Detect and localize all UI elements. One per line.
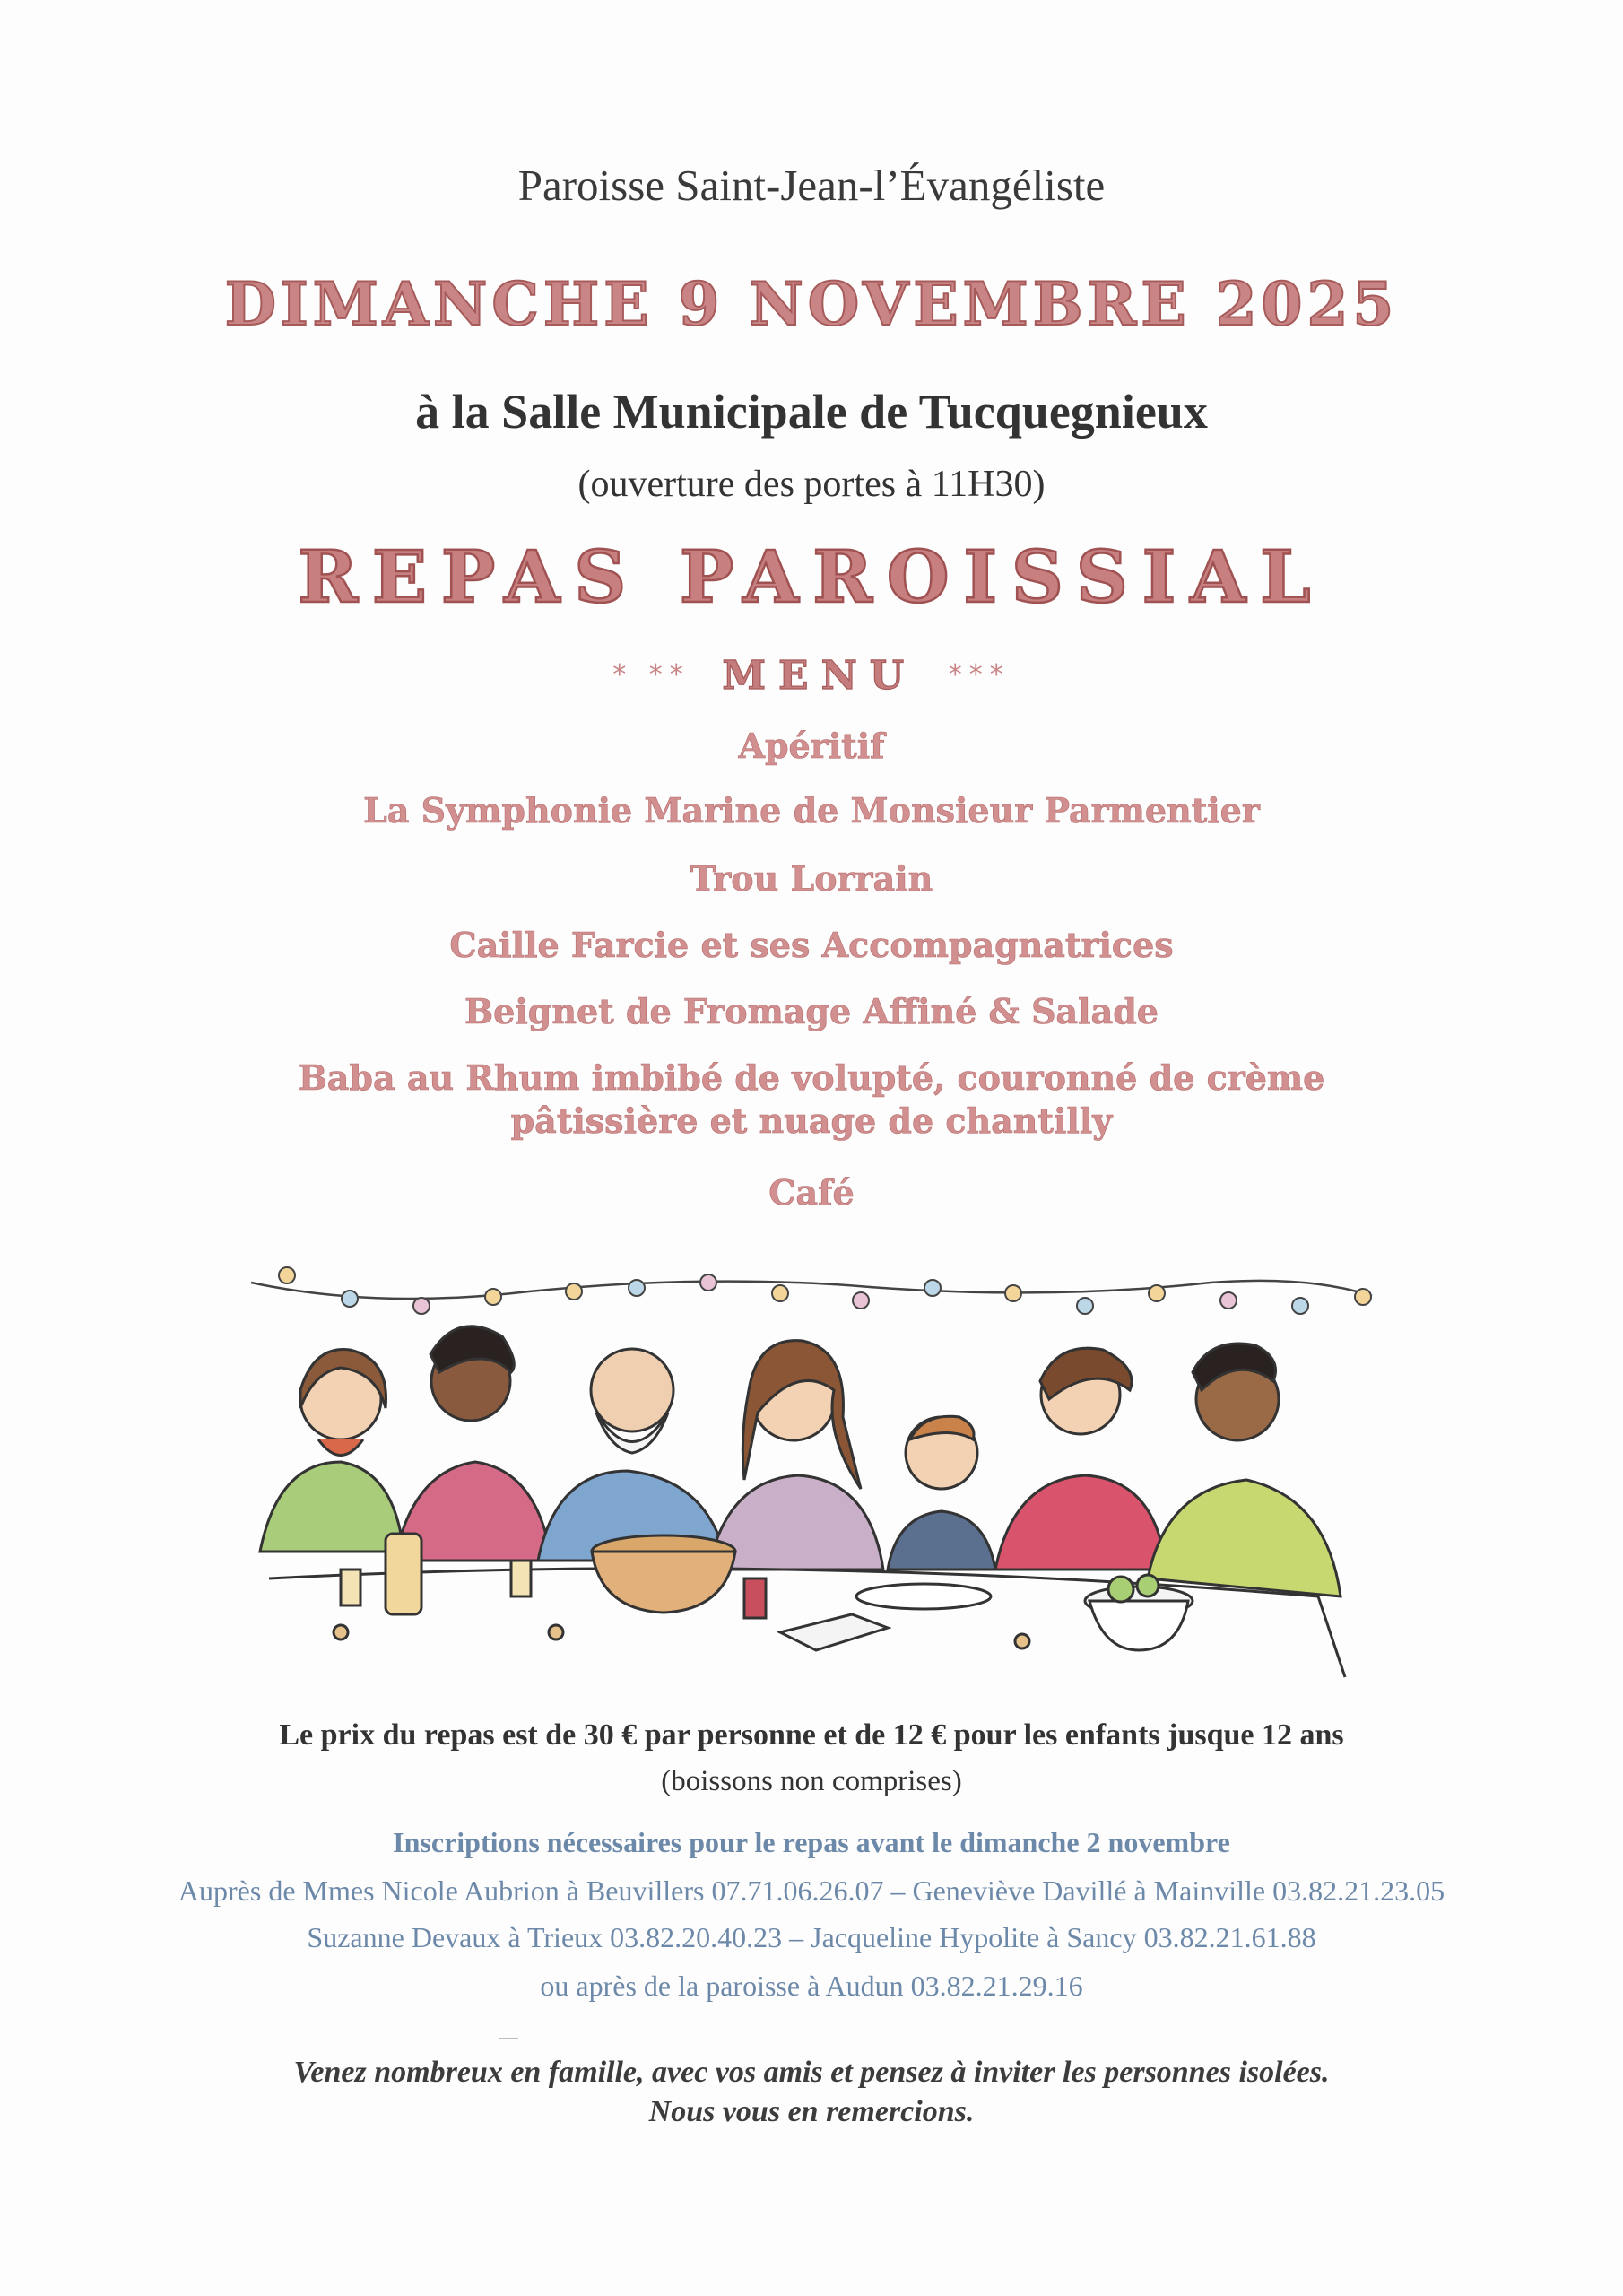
menu-item-dessert [0,1057,1623,1143]
event-date: DIMANCHE 9 NOVEMBRE 2025 [224,269,1399,339]
closing-thanks: Nous vous en remercions. [648,2095,975,2128]
menu-stars-left: * ** [612,659,707,691]
contact-line-2: Suzanne Devaux à Trieux 03.82.20.40.23 – Jacqueline Hypolite à Sancy 03.82.21.61.88 [307,1921,1316,1953]
price-line: Le prix du repas est de 30 € par personne et de 12 € pour les enfants jusque 12 ans [279,1718,1344,1752]
menu-item-cheese: Beignet de Fromage Affiné & Salade [464,991,1159,1031]
event-venue: à la Salle Municipale de Tucquegnieux [415,385,1208,439]
divider-dash [499,2038,518,2039]
menu-item-dessert-line2: pâtissière et nuage de chantilly [510,1100,1113,1141]
doors-opening: (ouverture des portes à 11H30) [577,464,1046,505]
closing-invitation: Venez nombreux en famille, avec vos amis et pensez à inviter les personnes isolées. [293,2056,1330,2089]
contact-line-1: Auprès de Mmes Nicole Aubrion à Beuvillers 07.71.06.26.07 – Geneviève Davillé à Mainville 03.82.21.23.05 [178,1874,1445,1907]
menu-item-coffee: Café [768,1172,855,1213]
menu-item-aperitif: Apéritif [738,726,885,766]
menu-stars-right: *** [933,659,1011,691]
string-lights [251,1281,1372,1299]
menu-item-main: Caille Farcie et ses Accompagnatrices [449,925,1174,965]
drinks-note: (boissons non comprises) [661,1765,962,1797]
menu-item-dessert-line1: Baba au Rhum imbibé de volupté, couronné de crème [298,1057,1325,1098]
registration-deadline: Inscriptions nécessaires pour le repas avant le dimanche 2 novembre [393,1826,1230,1858]
menu-word: MENU [722,653,917,699]
parish-name: Paroisse Saint-Jean-l’Évangéliste [517,161,1106,210]
light-bulbs [279,1267,1371,1314]
menu-item-starter: La Symphonie Marine de Monsieur Parmentier [363,790,1260,831]
family-dinner-illustration [242,1256,1399,1686]
menu-item-trou-lorrain: Trou Lorrain [690,858,933,899]
event-title: REPAS PAROISSIAL [298,535,1325,619]
menu-heading [0,653,1623,699]
contact-line-3: ou après de la paroisse à Audun 03.82.21.29.16 [540,1970,1083,2002]
